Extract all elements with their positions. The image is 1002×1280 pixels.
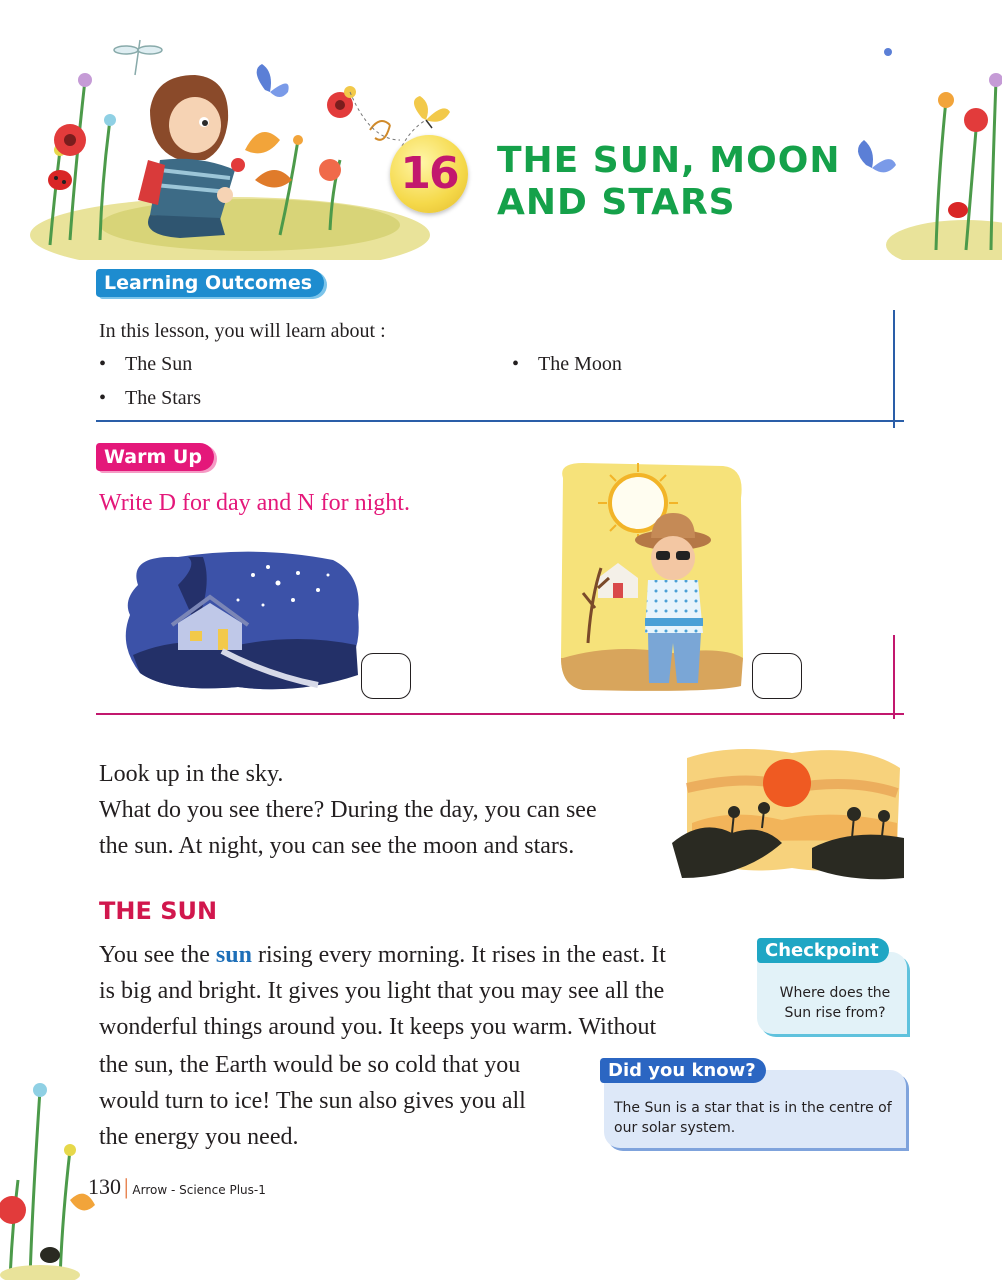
- footer-flowers-illustration: [0, 1060, 100, 1280]
- page-number: 130: [88, 1174, 121, 1199]
- section-heading: THE SUN: [99, 897, 218, 925]
- did-you-know-text: The Sun is a star that is in the centre of our solar system.: [614, 1100, 892, 1136]
- learning-outcomes-intro: In this lesson, you will learn about :: [99, 320, 386, 342]
- night-answer-box[interactable]: [361, 653, 411, 699]
- intro-line: Look up in the sky.: [99, 761, 284, 787]
- text-segment: You see the: [99, 942, 216, 968]
- chapter-title-line2: AND STARS: [497, 182, 736, 223]
- checkpoint-question: Where does the Sun rise from?: [779, 985, 891, 1021]
- learning-outcomes-label: Learning Outcomes: [96, 269, 324, 297]
- learning-outcome-item: • The Stars: [125, 385, 201, 411]
- book-title: Arrow - Science Plus-1: [132, 1183, 266, 1197]
- warm-up-divider: [96, 713, 904, 715]
- warm-up-border-right: [893, 635, 895, 719]
- keyword-sun: sun: [215, 942, 252, 968]
- learning-outcome-item: • The Moon: [538, 351, 622, 377]
- footer-separator: |: [124, 1174, 129, 1199]
- intro-line: the sun. At night, you can see the moon and stars.: [99, 833, 575, 859]
- sun-paragraph-line: [99, 937, 666, 973]
- header-girl-garden-illustration: [30, 20, 430, 260]
- night-scene-image: [118, 545, 363, 695]
- page-footer: [88, 1174, 266, 1200]
- chapter-title-line1: THE SUN, MOON: [497, 140, 841, 181]
- sun-paragraph-line: is big and bright. It gives you light that you may see all the: [99, 978, 665, 1004]
- day-answer-box[interactable]: [752, 653, 802, 699]
- chapter-title: [497, 140, 877, 224]
- chapter-number-badge: 16: [390, 135, 468, 213]
- sun-paragraph-line: the energy you need.: [99, 1124, 299, 1150]
- day-scene-image: [553, 458, 748, 698]
- checkpoint-label: Checkpoint: [757, 938, 889, 963]
- sunset-image: [672, 728, 904, 890]
- sun-paragraph-line: wonderful things around you. It keeps you warm. Without: [99, 1014, 657, 1040]
- sun-paragraph-line: would turn to ice! The sun also gives you all: [99, 1088, 526, 1114]
- sun-paragraph-line: the sun, the Earth would be so cold that you: [99, 1052, 521, 1078]
- warm-up-label: Warm Up: [96, 443, 214, 471]
- intro-line: What do you see there? During the day, you can see: [99, 797, 597, 823]
- learning-outcomes-divider: [96, 420, 904, 422]
- learning-outcomes-border-right: [893, 310, 895, 428]
- warm-up-instruction: Write D for day and N for night.: [99, 490, 410, 516]
- learning-outcome-item: • The Sun: [125, 351, 192, 377]
- did-you-know-label: Did you know?: [600, 1058, 766, 1083]
- text-segment: rising every morning. It rises in the east. It: [251, 942, 666, 968]
